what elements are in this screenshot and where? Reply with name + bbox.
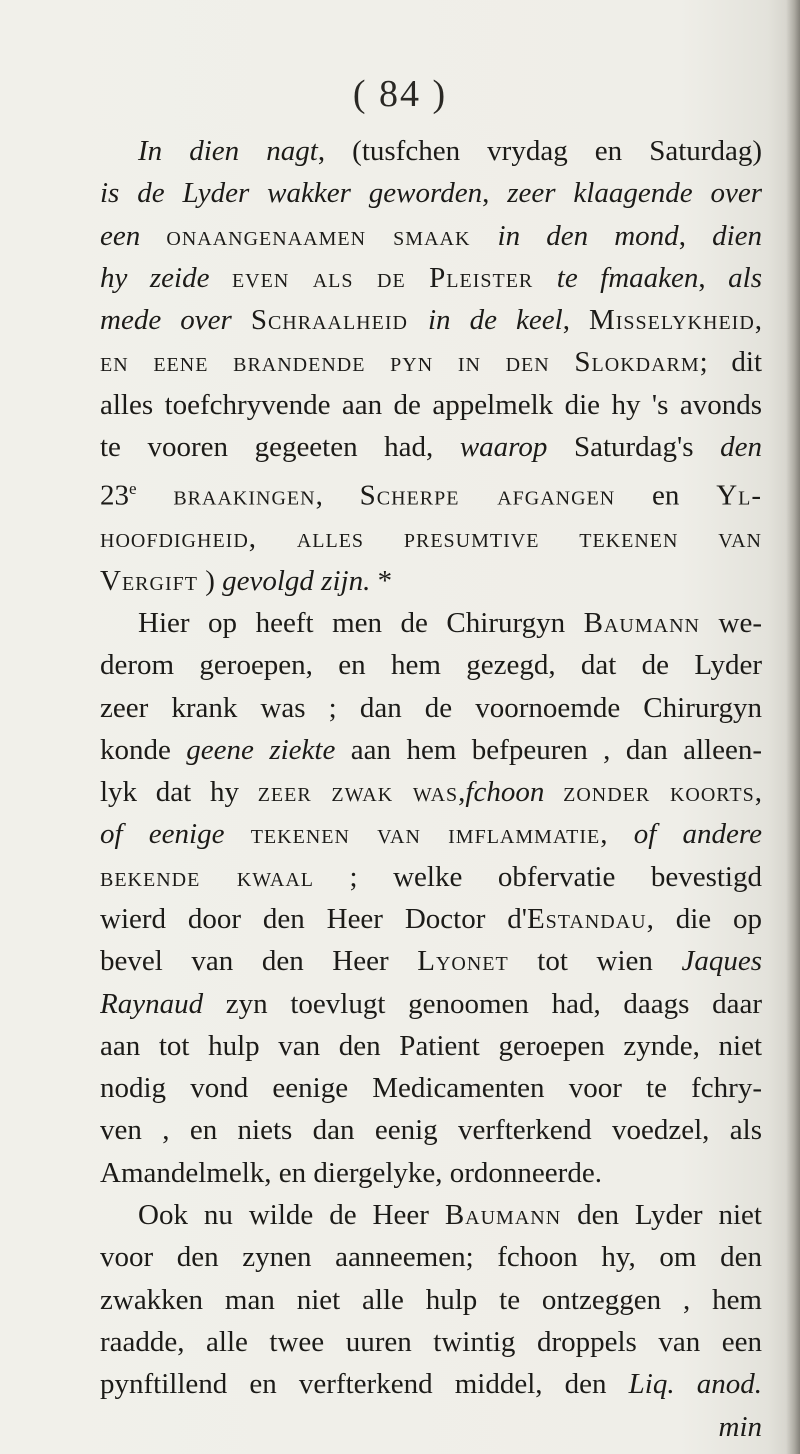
text-segment: braakingen: [173, 480, 316, 513]
text-segment: Scherpe afgangen: [359, 480, 616, 513]
text-segment: Jaques: [681, 945, 762, 978]
text-segment: bevel van den Heer: [100, 945, 418, 978]
text-segment: zeer krank was ; dan de voornoemde Chirurgyn: [100, 691, 762, 724]
text-segment: of eenige: [100, 818, 225, 851]
text-segment: Misselykheid: [588, 304, 755, 337]
text-segment: en eene brandende pyn in den Slokdarm: [100, 346, 700, 379]
text-segment: Amandelmelk, en diergelyke, ordonneerde.: [100, 1156, 602, 1189]
text-segment: als: [728, 261, 762, 294]
text-line: [100, 1067, 762, 1109]
text-segment: , (tusfchen vrydag en Saturdag): [317, 135, 762, 167]
text-line: [100, 729, 762, 771]
text-line: [100, 426, 762, 468]
text-segment: ; dit: [699, 346, 762, 379]
text-segment: [544, 776, 563, 808]
text-line: [100, 813, 762, 855]
text-line: [100, 130, 762, 172]
text-segment: mede over: [100, 304, 251, 337]
text-segment: dien: [712, 219, 762, 252]
text-segment: ): [197, 564, 223, 597]
text-segment: Saturdag's: [547, 431, 721, 464]
text-line: [100, 771, 762, 813]
text-line: [100, 172, 762, 214]
text-segment: Baumann: [583, 606, 700, 639]
text-segment: 23: [100, 480, 129, 513]
text-segment: tot wien: [508, 945, 682, 978]
text-line: [100, 983, 762, 1025]
text-segment: e: [129, 479, 137, 499]
text-segment: in de keel: [427, 304, 563, 337]
text-segment: ,: [754, 304, 762, 337]
text-segment: zyn toevlugt genoomen had, daags daar: [203, 987, 762, 1020]
text-segment: In dien nagt: [138, 135, 318, 167]
text-segment: ,: [458, 776, 466, 809]
text-segment: ,: [315, 480, 360, 513]
text-segment: derom geroepen, en hem gezegd, dat de Lyder: [100, 649, 762, 682]
text-line: [100, 1025, 762, 1067]
page-number-header: ( 84 ): [352, 73, 448, 115]
text-line: [100, 1406, 762, 1448]
text-line: [100, 687, 762, 729]
page-edge-shadow: [786, 0, 800, 1454]
text-segment: lyk dat hy: [100, 776, 258, 809]
text-segment: Schraalheid: [250, 304, 428, 337]
text-segment: geene ziekte: [186, 733, 336, 766]
text-line: [100, 602, 762, 644]
text-segment: ,: [678, 219, 713, 252]
text-line: [100, 341, 762, 383]
text-segment: zeer zwak was: [257, 776, 459, 809]
text-segment: we-: [699, 606, 762, 639]
text-segment: aan hem befpeuren , dan alleen-: [335, 733, 762, 766]
text-segment: een: [100, 219, 167, 252]
text-segment: Yl-: [716, 480, 762, 513]
text-segment: gevolgd zijn.: [222, 564, 371, 597]
text-segment: konde: [100, 733, 187, 766]
text-line: [100, 1194, 762, 1236]
text-segment: Vergift: [100, 564, 198, 597]
text-segment: fchoon: [465, 776, 545, 809]
text-line: [100, 299, 762, 341]
text-line: [100, 257, 762, 299]
text-line: [100, 560, 762, 602]
text-line: [100, 517, 762, 559]
text-segment: Lyonet: [417, 945, 509, 978]
text-segment: [137, 480, 174, 512]
text-line: [100, 1109, 762, 1151]
text-segment: Baumann: [444, 1199, 562, 1232]
text-segment: zwakken man niet alle hulp te ontzeggen , hem: [100, 1283, 762, 1316]
text-segment: Estandau: [526, 903, 647, 935]
text-segment: voor den zynen aanneemen; fchoon hy, om den: [100, 1241, 762, 1274]
text-segment: Liq. anod.: [628, 1368, 762, 1401]
text-segment: en: [615, 480, 717, 513]
text-segment: alles toefchryvende aan de appelmelk die hy 's avonds: [100, 388, 762, 421]
text-line: [100, 468, 762, 517]
text-line: [100, 1363, 762, 1405]
text-line: [100, 940, 762, 982]
text-segment: is de Lyder wakker geworden: [100, 177, 483, 210]
text-segment: pynftillend en verfterkend middel, den: [100, 1368, 629, 1401]
text-segment: Hier op heeft men de Chirurgyn: [138, 606, 584, 639]
text-segment: aan tot hulp van den Patient geroepen zynde, niet: [100, 1029, 762, 1062]
text-segment: hy zeide: [100, 261, 232, 294]
text-line: [100, 1236, 762, 1278]
text-line: [100, 384, 762, 426]
text-segment: tekenen van imflammatie: [250, 818, 601, 851]
text-segment: Raynaud: [100, 987, 204, 1020]
text-segment: nodig vond eenige Medicamenten voor te fchry-: [100, 1072, 762, 1105]
text-segment: zeer klaagende over: [507, 177, 762, 210]
text-segment: wierd door den Heer Doctor d': [100, 903, 527, 935]
text-segment: bekende kwaal: [100, 860, 315, 893]
text-line: [100, 1152, 762, 1194]
text-line: [100, 1279, 762, 1321]
text-segment: min: [718, 1410, 762, 1443]
text-segment: te fmaaken: [556, 261, 699, 294]
text-segment: ,: [482, 177, 508, 210]
text-segment: den: [720, 431, 762, 464]
text-line: [100, 898, 762, 940]
text-segment: ; welke obfervatie bevestigd: [314, 860, 762, 893]
text-segment: zonder koorts: [563, 776, 755, 809]
text-segment: ,: [562, 304, 589, 337]
text-segment: , die op: [646, 903, 762, 935]
text-line: [100, 644, 762, 686]
text-segment: ,: [600, 818, 634, 851]
text-segment: Ook nu wilde de Heer: [138, 1199, 445, 1232]
text-segment: ,: [754, 776, 762, 809]
text-segment: raadde, alle twee uuren twintig droppels van een: [100, 1325, 762, 1358]
text-segment: of andere: [633, 818, 762, 851]
text-line: [100, 856, 762, 898]
text-segment: ,: [698, 261, 729, 294]
text-segment: hoofdigheid, alles presumtive tekenen van: [100, 522, 762, 555]
text-segment: onaangenaamen smaak: [166, 219, 498, 252]
text-segment: waarop: [459, 431, 548, 464]
text-segment: in den mond: [497, 219, 679, 252]
text-line: [100, 215, 762, 257]
text-line: [100, 1321, 762, 1363]
text-segment: *: [370, 564, 393, 597]
text-segment: den Lyder niet: [561, 1199, 762, 1232]
text-segment: ven , en niets dan eenig verfterkend voedzel, als: [100, 1114, 762, 1147]
text-segment: te vooren gegeeten had,: [100, 431, 460, 464]
text-segment: even als de Pleister: [231, 261, 557, 294]
text-segment: [224, 818, 250, 850]
body-text: [100, 130, 762, 1448]
